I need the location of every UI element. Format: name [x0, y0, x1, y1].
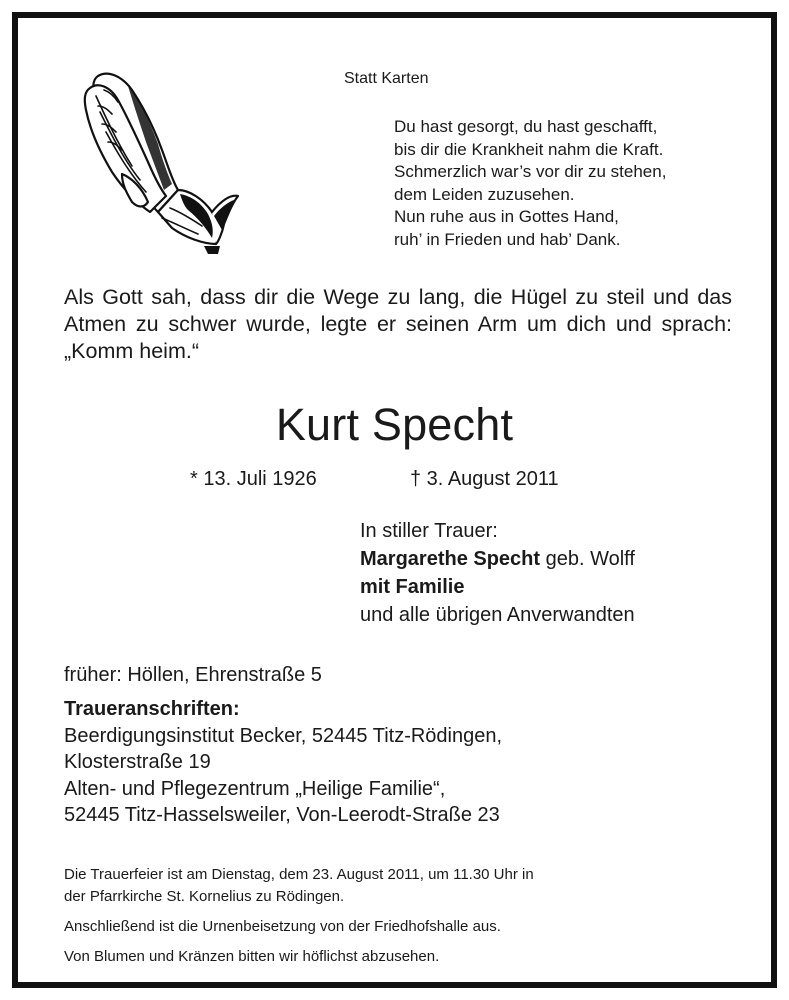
- condolence-addresses: [64, 696, 502, 829]
- mourner-relatives: und alle übrigen Anverwandten: [360, 604, 635, 626]
- death-date: † 3. August 2011: [410, 468, 559, 490]
- mourner-family: mit Familie: [360, 576, 465, 598]
- obituary-notice: [12, 12, 777, 988]
- address-line: Beerdigungsinstitut Becker, 52445 Titz-Rödingen,: [64, 724, 503, 747]
- memorial-quote: Als Gott sah, dass dir die Wege zu lang, die Hügel zu steil und das Atmen zu schwer wurde, legte er seinen Arm um dich und sprach: „Komm heim.“: [64, 285, 732, 363]
- mourners-intro: In stiller Trauer:: [360, 520, 498, 542]
- poem-line: Nun ruhe aus in Gottes Hand,: [394, 207, 619, 226]
- poem-line: bis dir die Krankheit nahm die Kraft.: [394, 139, 664, 159]
- address-line: 52445 Titz-Hasselsweiler, Von-Leerodt-Straße 23: [64, 804, 500, 826]
- ceremony-line: Die Trauerfeier ist am Dienstag, dem 23. August 2011, um 11.30 Uhr in: [64, 866, 534, 883]
- address-line: Klosterstraße 19: [64, 751, 211, 773]
- flowers-request: Von Blumen und Kränzen bitten wir höflichst abzusehen.: [64, 948, 440, 965]
- praying-hands-icon: [62, 62, 242, 262]
- former-address: früher: Höllen, Ehrenstraße 5: [64, 664, 322, 686]
- mourner-primary: [360, 545, 635, 573]
- deceased-name: Kurt Specht: [275, 399, 514, 450]
- mourner-name: Margarethe Specht: [360, 548, 541, 570]
- poem-line: ruh’ in Frieden und hab’ Dank.: [394, 229, 621, 249]
- poem: [394, 116, 666, 251]
- mourner-maiden-name: geb. Wolff: [540, 548, 635, 570]
- ceremony-line: der Pfarrkirche St. Kornelius zu Rödingen.: [64, 888, 345, 905]
- statt-karten-label: Statt Karten: [344, 70, 429, 87]
- ceremony-info: [64, 864, 704, 908]
- poem-line: Schmerzlich war’s vor dir zu stehen,: [394, 162, 667, 181]
- poem-line: dem Leiden zuzusehen.: [394, 184, 575, 204]
- poem-line: Du hast gesorgt, du hast geschafft,: [394, 117, 658, 136]
- mourners-block: [360, 517, 635, 629]
- address-line: Alten- und Pflegezentrum „Heilige Familie“,: [64, 777, 446, 800]
- urn-burial-info: Anschließend ist die Urnenbeisetzung von der Friedhofshalle aus.: [64, 918, 501, 935]
- addresses-heading: Traueranschriften:: [64, 698, 240, 720]
- birth-date: * 13. Juli 1926: [190, 468, 317, 490]
